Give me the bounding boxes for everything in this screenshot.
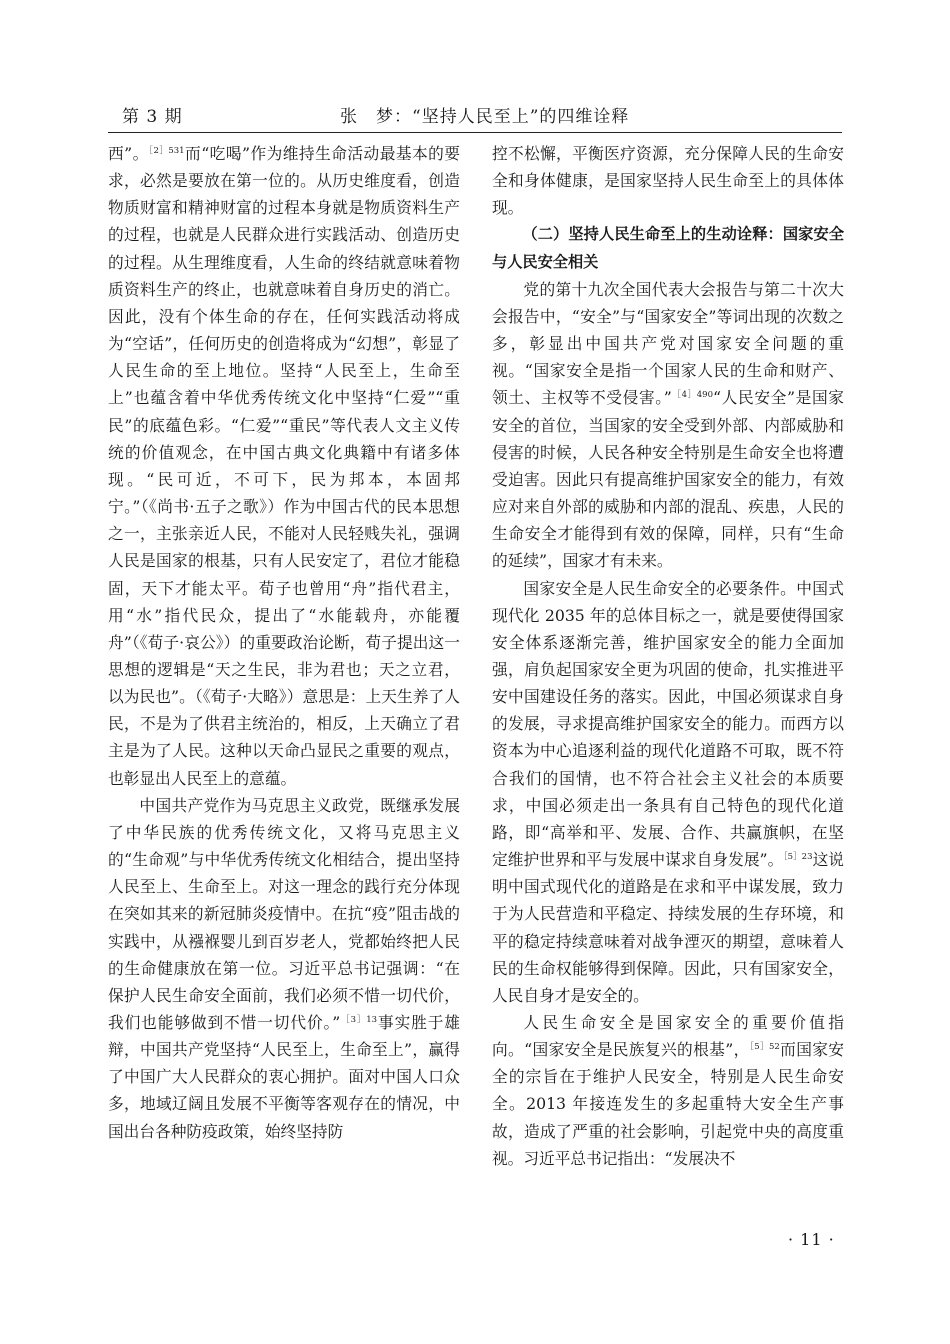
paragraph-continued <box>492 140 844 221</box>
text-segment: “人民安全”是国家安全的首位，当国家的安全受到外部、内部威胁和侵害的时候，人民各种安全特别是生命安全也将遭受迫害。因此只有提高维护国家安全的能力，有效应对来自外部的威胁和内部的混乱、疾患，人民的生命安全才能得到有效的保障，同样，只有“生命的延续”，国家才有未来。 <box>492 388 844 571</box>
right-column <box>492 140 844 1172</box>
citation-superscript: ［3］13 <box>340 1014 378 1025</box>
text-segment: 事实胜于雄辩，中国共产党坚持“人民至上，生命至上”，赢得了中国广大人民群众的衷心拥护。面对中国人口众多，地域辽阔且发展不平衡等客观存在的情况，中国出台各种防疫政策，始终坚持防 <box>108 1013 460 1141</box>
page-number: · 11 · <box>788 1230 835 1249</box>
text-segment: 这说明中国式现代化的道路是在求和平中谋发展，致力于为人民营造和平稳定、持续发展的生存环境，和平的稳定持续意味着对战争湮灭的期望，意味着人民的生命权能够得到保障。因此，只有国家安全，人民自身才是安全的。 <box>492 850 844 1005</box>
paragraph-5 <box>492 1009 844 1172</box>
running-title: 张 梦：“坚持人民至上”的四维诠释 <box>340 107 630 127</box>
paragraph-4 <box>492 575 844 1010</box>
left-column <box>108 140 460 1145</box>
section-subheading: （二）坚持人民生命至上的生动诠释：国家安全与人民安全相关 <box>492 225 844 271</box>
paragraph-1 <box>108 140 460 792</box>
citation-superscript: ［2］531 <box>148 145 185 156</box>
text-segment: 党的第十九次全国代表大会报告与第二十次大会报告中，“安全”与“国家安全”等词出现的次数之多，彰显出中国共产党对国家安全问题的重视。“国家安全是指一个国家人民的生命和财产、领土、主权等不受侵害。” <box>492 279 844 408</box>
text-segment: 国家安全是人民生命安全的必要条件。中国式现代化 2035 年的总体目标之一，就是要使得国家安全体系逐渐完善，维护国家安全的能力全面加强，肩负起国家安全更为巩固的使命，扎实推进平安中国建设任务的落实。因此，中国必须谋求自身的发展，寻求提高维护国家安全的能力。而西方以资本为中心追逐利益的现代化道路不可取，既不符合我们的国情，也不符合社会主义社会的本质要求，中国必须走出一条具有自己特色的现代化道路，即“高举和平、发展、合作、共赢旗帜，在坚定维护世界和平与发展中谋求自身发展”。 <box>492 578 844 870</box>
text-segment: 控不松懈，平衡医疗资源，充分保障人民的生命安全和身体健康，是国家坚持人民生命至上的具体体现。 <box>492 144 844 218</box>
text-segment: 而国家安全的宗旨在于维护人民安全，特别是人民生命安全。2013 年接连发生的多起重特大安全生产事故，造成了严重的社会影响，引起党中央的高度重视。习近平总书记指出：“发展决不 <box>492 1040 844 1168</box>
text-segment: 人民生命安全是国家安全的重要价值指向。“国家安全是民族复兴的根基”， <box>492 1013 844 1060</box>
running-header <box>108 96 842 133</box>
paragraph-3 <box>492 276 844 575</box>
text-segment: 中国共产党作为马克思主义政党，既继承发展了中华民族的优秀传统文化，又将马克思主义的“生命观”与中华优秀传统文化相结合，提出坚持人民至上、生命至上。对这一理念的践行充分体现在突如其来的新冠肺炎疫情中。在抗“疫”阻击战的实践中，从襁褓婴儿到百岁老人，党都始终把人民的生命健康放在第一位。习近平总书记强调：“在保护人民生命安全面前，我们必须不惜一切代价，我们也能够做到不惜一切代价。” <box>108 795 460 1032</box>
citation-superscript: ［5］52 <box>749 1041 780 1052</box>
issue-number: 第 3 期 <box>122 107 183 127</box>
text-segment: 而“吃喝”作为维持生命活动最基本的要求，必然是要放在第一位的。从历史维度看，创造物质财富和精神财富的过程本身就是物质资料生产的过程，也就是人民群众进行实践活动、创造历史的过程。从生理维度看，人生命的终结就意味着物质资料生产的终止，也就意味着自身历史的消亡。因此，没有个体生命的存在，任何实践活动将成为“空话”，任何历史的创造将成为“幻想”，彰显了人民生命的至上地位。坚持“人民至上，生命至上”也蕴含着中华优秀传统文化中坚持“仁爱”“重民”的底蕴色彩。“仁爱”“重民”等代表人文主义传统的价值观念，在中国古典文化典籍中有诸多体现。“民可近，不可下，民为邦本，本固邦宁。”（《尚书·五子之歌》）作为中国古代的民本思想之一，主张亲近人民，不能对人民轻贱失礼，强调人民是国家的根基，只有人民安定了，君位才能稳固，天下才能太平。荀子也曾用“舟”指代君主，用“水”指代民众，提出了“水能载舟，亦能覆舟”（《荀子·哀公》）的重要政治论断，荀子提出这一思想的逻辑是“天之生民，非为君也；天之立君，以为民也”。（《荀子·大略》）意思是：上天生养了人民，不是为了供君主统治的，相反，上天确立了君主是为了人民。这种以天命凸显民之重要的观点，也彰显出人民至上的意蕴。 <box>108 144 460 788</box>
citation-superscript: ［5］23 <box>783 851 813 862</box>
text-segment: 西”。 <box>108 144 149 163</box>
citation-superscript: ［4］490 <box>671 390 713 401</box>
paragraph-2 <box>108 792 460 1145</box>
